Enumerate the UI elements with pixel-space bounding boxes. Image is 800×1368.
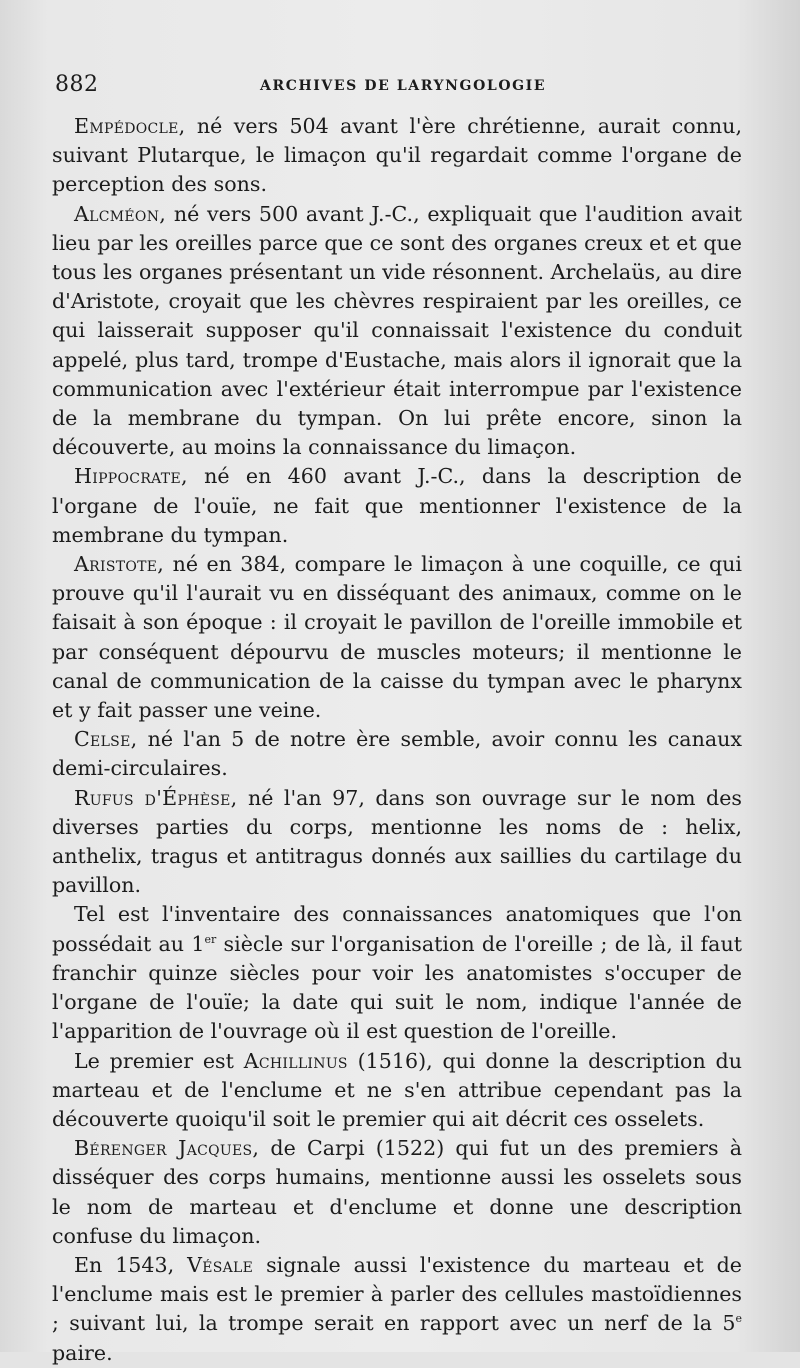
body-text xyxy=(52,112,742,1368)
page-header xyxy=(55,72,750,102)
paragraph-rufus xyxy=(52,784,742,901)
paragraph-aristote xyxy=(52,550,742,725)
paragraph-berenger xyxy=(52,1134,742,1251)
paragraph-achillinus xyxy=(52,1047,742,1135)
paragraph-celse xyxy=(52,725,742,783)
author-name: Rufus d'Éphèse, xyxy=(74,785,238,810)
running-title: ARCHIVES DE LARYNGOLOGIE xyxy=(260,78,547,94)
author-name: Empédocle, xyxy=(74,114,186,138)
paragraph-text: né vers 504 avant l'ère chrétienne, aurait connu, suivant Plutarque, le limaçon qu'il regardait comme l'organe de perception des sons. xyxy=(52,114,742,197)
paragraph-text: Tel est l'inventaire des connaissances anatomiques que l'on possédait au 1 xyxy=(52,902,742,956)
author-name: Alcméon, xyxy=(74,201,167,226)
paragraph-alcmeon xyxy=(52,200,742,463)
superscript: er xyxy=(204,932,217,946)
paragraph-text: signale aussi l'existence du marteau et de l'enclume mais est le premier à parler des cellules mastoïdiennes ; suivant lui, la trompe serait en rapport avec un nerf de la 5 xyxy=(52,1252,742,1336)
author-name: Aristote, xyxy=(74,552,165,577)
paragraph-empedocle xyxy=(52,112,742,200)
author-name: Celse, xyxy=(74,727,138,752)
author-name: Hippocrate, xyxy=(74,464,188,489)
paragraph-inventaire xyxy=(52,900,742,1046)
paragraph-text: En 1543, xyxy=(74,1252,188,1277)
paragraph-text: paire. xyxy=(52,1340,113,1365)
paragraph-vesale xyxy=(52,1251,742,1368)
author-name: Achillinus xyxy=(243,1048,348,1073)
paragraph-text: de Carpi (1522) qui fut un des premiers à disséquer des corps humains, mentionne aussi les osselets sous le nom de marteau et d'enclume et donne une description confuse du limaçon. xyxy=(52,1136,743,1248)
paragraph-text: né l'an 97, dans son ouvrage sur le nom des diverses parties du corps, mentionne les noms de : helix, anthelix, tragus et antitragus donnés aux saillies du cartilage du pavillon. xyxy=(52,785,742,898)
author-name: Vésale xyxy=(187,1252,254,1277)
paragraph-text: né en 384, compare le limaçon à une coquille, ce qui prouve qu'il l'aurait vu en disséquant des animaux, comme on le faisait à son époque : il croyait le pavillon de l'oreille immobile et par conséquent dépourvu de muscles moteurs; il mentionne le canal de communication de la caisse du tympan avec le pharynx et y fait passer une veine. xyxy=(52,552,742,723)
paragraph-hippocrate xyxy=(52,462,742,550)
paragraph-text: né l'an 5 de notre ère semble, avoir connu les canaux demi-circulaires. xyxy=(52,727,742,781)
paragraph-text: siècle sur l'organisation de l'oreille ; de là, il faut franchir quinze siècles pour voir les anatomistes s'occuper de l'organe de l'ouïe; la date qui suit le nom, indique l'année de l'apparition de l'ouvrage où il est question de l'oreille. xyxy=(52,931,742,1044)
paragraph-text: né en 460 avant J.-C., dans la description de l'organe de l'ouïe, ne fait que mentionner l'existence de la membrane du tympan. xyxy=(52,464,742,547)
paragraph-text: né vers 500 avant J.-C., expliquait que l'audition avait lieu par les oreilles parce que ce sont des organes creux et et que tous les organes présentant un vide résonnent. Archelaüs, au dire d'Aristote, croyait que les chèvres respiraient par les oreilles, ce qui laisserait supposer qu'il connaissait l'existence du conduit appelé, plus tard, trompe d'Eustache, mais alors il ignorait que la communication avec l'extérieur était interrompue par l'existence de la membrane du tympan. On lui prête encore, sinon la découverte, au moins la connaissance du limaçon. xyxy=(52,201,743,460)
paragraph-text: Le premier est xyxy=(74,1048,244,1073)
paragraph-text: (1516), qui donne la description du marteau et de l'enclume et ne s'en attribue cependant pas la découverte quoiqu'il soit le premier qui ait décrit ces osselets. xyxy=(52,1048,742,1131)
page-number: 882 xyxy=(55,72,99,97)
author-name: Bérenger Jacques, xyxy=(74,1136,260,1161)
superscript: e xyxy=(735,1312,742,1326)
